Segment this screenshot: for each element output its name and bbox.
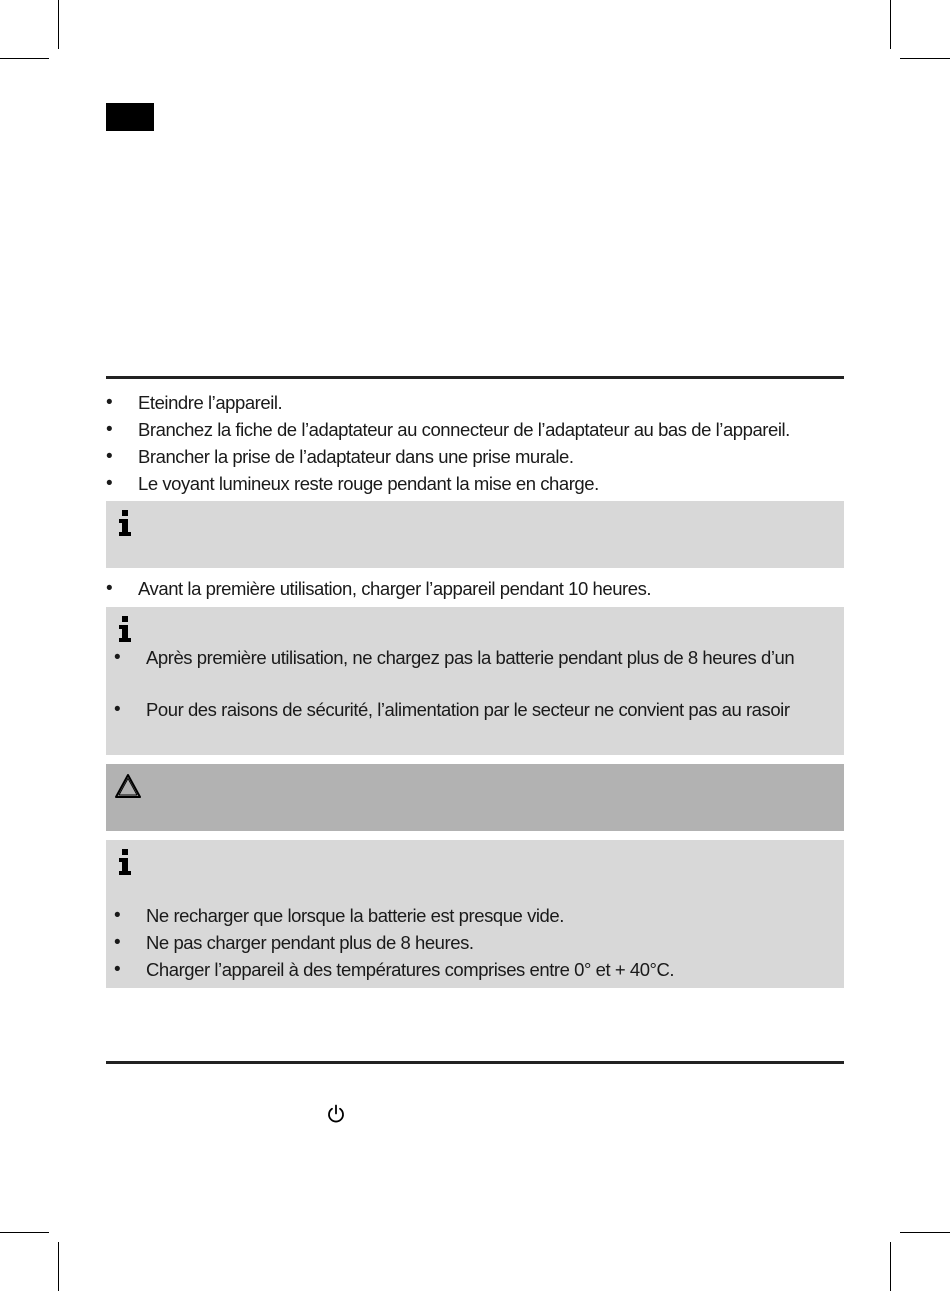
crop-mark [0, 58, 49, 59]
crop-mark [890, 0, 891, 49]
warning-triangle-icon [114, 773, 142, 799]
list-item: • Branchez la fiche de l’adaptateur au connecteur de l’adaptateur au bas de l’appareil. [106, 416, 790, 443]
crop-mark [58, 1242, 59, 1291]
info-icon [116, 616, 134, 642]
list-item: • Ne pas charger pendant plus de 8 heures. [114, 929, 674, 956]
info-icon [116, 510, 134, 536]
language-tab-marker [106, 103, 154, 131]
note-list [114, 902, 674, 983]
warning-box [106, 764, 844, 831]
list-item: • Après première utilisation, ne chargez pas la batterie pendant plus de 8 heures d’un [114, 644, 794, 671]
info-note-box [106, 607, 844, 755]
list-item: • Le voyant lumineux reste rouge pendant la mise en charge. [106, 470, 790, 497]
list-item: • Avant la première utilisation, charger l’appareil pendant 10 heures. [106, 575, 651, 602]
crop-mark [890, 1242, 891, 1291]
info-icon [116, 849, 134, 875]
list-item: • Charger l’appareil à des températures comprises entre 0° et + 40°C. [114, 956, 674, 983]
crop-mark [900, 58, 950, 59]
note-list [114, 644, 794, 723]
first-use-list [106, 575, 651, 602]
info-note-box [106, 840, 844, 988]
power-icon [326, 1104, 346, 1124]
crop-mark [900, 1232, 950, 1233]
list-item: • Eteindre l’appareil. [106, 389, 790, 416]
charging-steps-list [106, 389, 790, 497]
section-rule-top [106, 376, 844, 379]
list-item: • Pour des raisons de sécurité, l’alimentation par le secteur ne convient pas au rasoir [114, 696, 794, 723]
info-note-box [106, 501, 844, 568]
list-item: • Ne recharger que lorsque la batterie est presque vide. [114, 902, 674, 929]
list-item: • Brancher la prise de l’adaptateur dans une prise murale. [106, 443, 790, 470]
section-rule-bottom [106, 1061, 844, 1064]
crop-mark [0, 1232, 49, 1233]
crop-mark [58, 0, 59, 49]
